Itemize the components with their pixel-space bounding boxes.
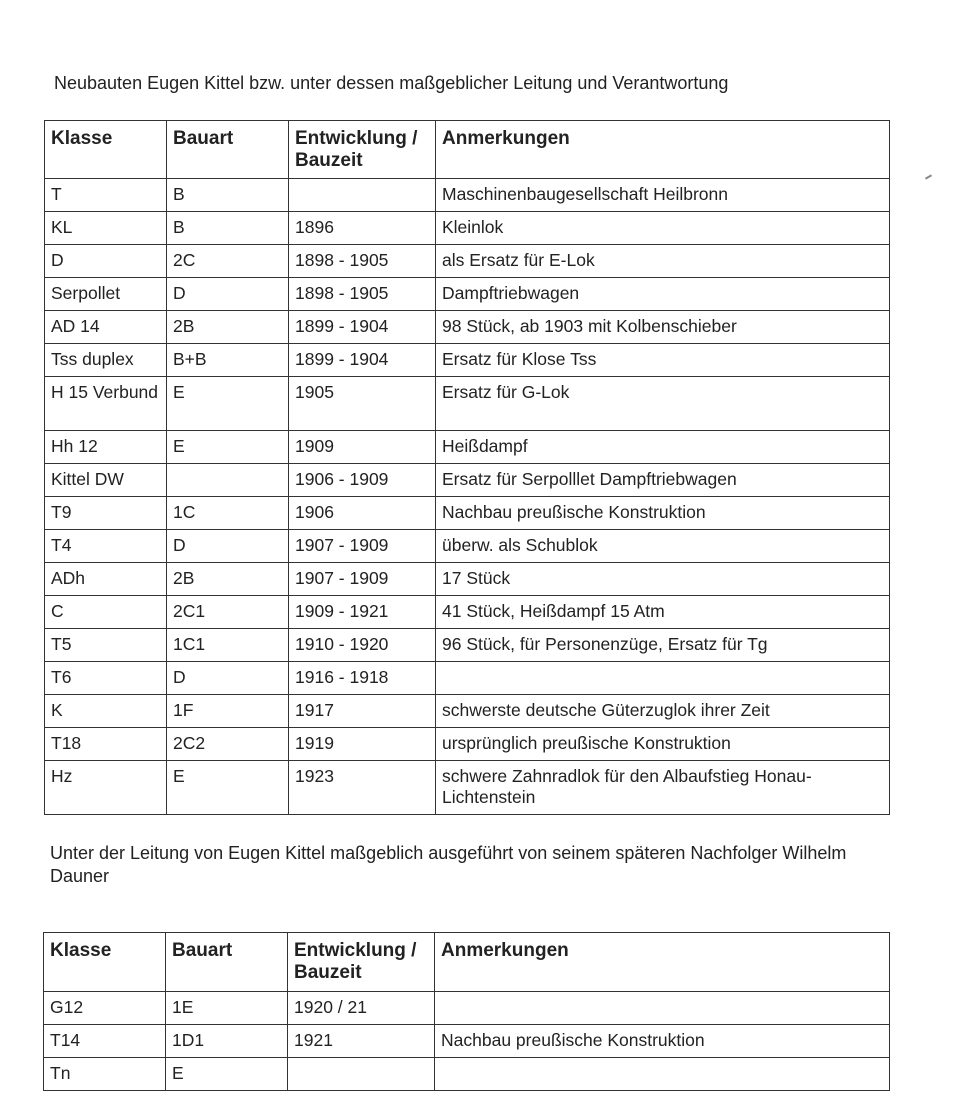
table-row (45, 596, 890, 629)
table-2-body (44, 992, 890, 1091)
cell-anmerkung: überw. als Schublok (436, 530, 890, 563)
table-row (44, 1058, 890, 1091)
cell-klasse: ADh (45, 563, 167, 596)
cell-bauart: D (167, 278, 289, 311)
table-row (45, 377, 890, 431)
cell-anmerkung: schwerste deutsche Güterzuglok ihrer Zeit (436, 695, 890, 728)
cell-klasse: Hz (45, 761, 167, 815)
cell-bauart: 1D1 (166, 1025, 288, 1058)
cell-bauzeit: 1898 - 1905 (289, 278, 436, 311)
table-row (45, 311, 890, 344)
cell-bauart: 2B (167, 563, 289, 596)
table-row (45, 728, 890, 761)
table-row (45, 695, 890, 728)
cell-anmerkung: Nachbau preußische Konstruktion (436, 497, 890, 530)
header-bauart: Bauart (166, 933, 288, 992)
locomotive-table-2 (43, 932, 890, 1091)
table-row (45, 761, 890, 815)
cell-anmerkung: Ersatz für Serpolllet Dampftriebwagen (436, 464, 890, 497)
header-entwicklung-bauzeit: Entwicklung / Bauzeit (288, 933, 435, 992)
cell-klasse: KL (45, 212, 167, 245)
cell-bauzeit: 1923 (289, 761, 436, 815)
cell-bauart: 2C1 (167, 596, 289, 629)
header-klasse: Klasse (44, 933, 166, 992)
table-row (45, 344, 890, 377)
cell-klasse: T9 (45, 497, 167, 530)
cell-anmerkung: Ersatz für G-Lok (436, 377, 890, 431)
cell-bauzeit: 1916 - 1918 (289, 662, 436, 695)
header-bauart: Bauart (167, 121, 289, 179)
cell-bauzeit: 1907 - 1909 (289, 563, 436, 596)
cell-anmerkung: 41 Stück, Heißdampf 15 Atm (436, 596, 890, 629)
cell-bauart: B+B (167, 344, 289, 377)
cell-anmerkung (435, 1058, 890, 1091)
cell-bauart: 2C (167, 245, 289, 278)
cell-klasse: T5 (45, 629, 167, 662)
cell-bauart: 1C (167, 497, 289, 530)
cell-klasse: C (45, 596, 167, 629)
cell-anmerkung: schwere Zahnradlok für den Albaufstieg Honau-Lichtenstein (436, 761, 890, 815)
table-1-body (45, 179, 890, 815)
cell-klasse: Tss duplex (45, 344, 167, 377)
cell-bauzeit: 1909 (289, 431, 436, 464)
cell-anmerkung: Maschinenbaugesellschaft Heilbronn (436, 179, 890, 212)
table-row (45, 212, 890, 245)
table-header-row (44, 933, 890, 992)
cell-bauart: 2B (167, 311, 289, 344)
cell-bauzeit (289, 179, 436, 212)
table-row (45, 662, 890, 695)
cell-bauart: 1C1 (167, 629, 289, 662)
table-row (45, 431, 890, 464)
table-header-row (45, 121, 890, 179)
cell-bauzeit: 1899 - 1904 (289, 311, 436, 344)
cell-bauart (167, 464, 289, 497)
table-row (45, 278, 890, 311)
cell-anmerkung: Heißdampf (436, 431, 890, 464)
cell-bauzeit: 1905 (289, 377, 436, 431)
cell-bauzeit: 1920 / 21 (288, 992, 435, 1025)
table-row (45, 530, 890, 563)
header-klasse: Klasse (45, 121, 167, 179)
cell-bauart: 2C2 (167, 728, 289, 761)
table-row (45, 179, 890, 212)
cell-bauzeit: 1906 - 1909 (289, 464, 436, 497)
table-row (45, 629, 890, 662)
cell-bauzeit: 1921 (288, 1025, 435, 1058)
cell-bauart: B (167, 212, 289, 245)
cell-anmerkung: ursprünglich preußische Konstruktion (436, 728, 890, 761)
cell-bauzeit: 1917 (289, 695, 436, 728)
table-row (45, 464, 890, 497)
cell-klasse: T18 (45, 728, 167, 761)
cell-klasse: T4 (45, 530, 167, 563)
cell-klasse: H 15 Verbund (45, 377, 167, 431)
cell-bauzeit: 1898 - 1905 (289, 245, 436, 278)
cell-anmerkung: Nachbau preußische Konstruktion (435, 1025, 890, 1058)
cell-klasse: T14 (44, 1025, 166, 1058)
header-anmerkungen: Anmerkungen (436, 121, 890, 179)
cell-bauart: E (167, 431, 289, 464)
cell-bauzeit: 1907 - 1909 (289, 530, 436, 563)
stray-pen-mark (925, 174, 932, 179)
cell-klasse: K (45, 695, 167, 728)
cell-klasse: T (45, 179, 167, 212)
cell-bauzeit: 1909 - 1921 (289, 596, 436, 629)
cell-anmerkung: Dampftriebwagen (436, 278, 890, 311)
cell-klasse: T6 (45, 662, 167, 695)
table-row (45, 563, 890, 596)
cell-bauart: 1F (167, 695, 289, 728)
table-row (44, 1025, 890, 1058)
cell-bauzeit: 1899 - 1904 (289, 344, 436, 377)
cell-klasse: Hh 12 (45, 431, 167, 464)
cell-bauart: D (167, 662, 289, 695)
cell-anmerkung (436, 662, 890, 695)
cell-bauart: E (166, 1058, 288, 1091)
header-entwicklung-bauzeit: Entwicklung / Bauzeit (289, 121, 436, 179)
cell-bauart: E (167, 761, 289, 815)
cell-klasse: Tn (44, 1058, 166, 1091)
cell-bauzeit (288, 1058, 435, 1091)
cell-bauart: D (167, 530, 289, 563)
cell-anmerkung: 98 Stück, ab 1903 mit Kolbenschieber (436, 311, 890, 344)
cell-bauzeit: 1906 (289, 497, 436, 530)
cell-anmerkung: 17 Stück (436, 563, 890, 596)
cell-klasse: G12 (44, 992, 166, 1025)
cell-klasse: Kittel DW (45, 464, 167, 497)
table-row (45, 245, 890, 278)
cell-bauzeit: 1896 (289, 212, 436, 245)
table-row (45, 497, 890, 530)
cell-bauzeit: 1910 - 1920 (289, 629, 436, 662)
cell-klasse: D (45, 245, 167, 278)
cell-anmerkung: als Ersatz für E-Lok (436, 245, 890, 278)
section-2-intro: Unter der Leitung von Eugen Kittel maßgeblich ausgeführt von seinem späteren Nachfolger Wilhelm Dauner (50, 843, 847, 886)
locomotive-table-1 (44, 120, 890, 815)
cell-klasse: Serpollet (45, 278, 167, 311)
header-anmerkungen: Anmerkungen (435, 933, 890, 992)
cell-anmerkung: Ersatz für Klose Tss (436, 344, 890, 377)
section-1-intro: Neubauten Eugen Kittel bzw. unter dessen maßgeblicher Leitung und Verantwortung (54, 73, 729, 93)
cell-bauart: B (167, 179, 289, 212)
cell-bauart: E (167, 377, 289, 431)
cell-anmerkung: Kleinlok (436, 212, 890, 245)
cell-anmerkung: 96 Stück, für Personenzüge, Ersatz für Tg (436, 629, 890, 662)
cell-bauart: 1E (166, 992, 288, 1025)
cell-anmerkung (435, 992, 890, 1025)
cell-bauzeit: 1919 (289, 728, 436, 761)
table-row (44, 992, 890, 1025)
cell-klasse: AD 14 (45, 311, 167, 344)
